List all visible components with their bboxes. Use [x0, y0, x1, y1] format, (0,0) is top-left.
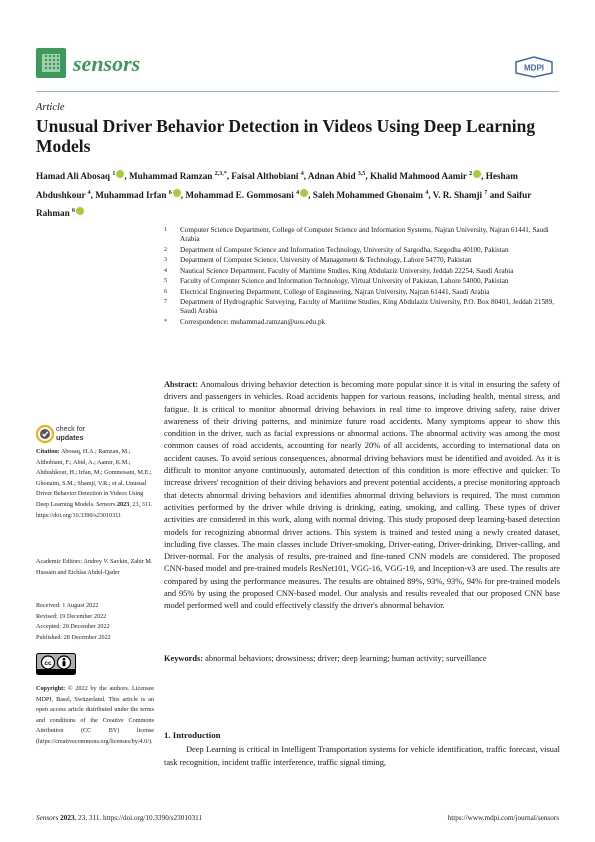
affiliation-text: Department of Computer Science, University of Management & Technology, Lahore 54770, Pakistan	[180, 256, 472, 265]
cc-by-license-icon[interactable]	[36, 653, 76, 675]
abstract	[164, 379, 560, 613]
article-title: Unusual Driver Behavior Detection in Videos Using Deep Learning Models	[36, 116, 536, 156]
author-separator: ,	[90, 189, 96, 200]
orcid-icon[interactable]	[173, 189, 181, 197]
author-list	[36, 166, 561, 222]
check-for-updates-button[interactable]	[36, 424, 116, 446]
abstract-label: Abstract:	[164, 380, 198, 389]
author-affiliation-marker: 2	[469, 171, 473, 177]
check-for-updates-line2: updates	[56, 432, 84, 442]
author-separator: ,	[365, 171, 370, 182]
author-affiliation-marker: 1	[112, 171, 116, 177]
orcid-icon[interactable]	[76, 207, 84, 215]
publication-dates	[36, 601, 154, 643]
keywords	[164, 653, 560, 665]
affiliation-number: 5	[164, 278, 167, 285]
author-name: Faisal Althobiani	[231, 171, 301, 182]
journal-name: sensors	[73, 51, 141, 76]
affiliations	[164, 226, 564, 328]
citation-block	[36, 447, 154, 521]
article-type: Article	[36, 102, 65, 113]
affiliation-number: *	[164, 318, 167, 325]
citation-text: Abosaq, H.A.; Ramzan, M.; Althobiani, F.; Abid, A.; Aamir, K.M.; Abdushkour, H.; Irfan, M.; Gommosani, M.E.; Ghonaim, S.M.; Shamji, V.R.; et al. Unusual Driver Behavior Detection in Videos Using Deep Learning Models.	[36, 448, 152, 508]
affiliation-number: 1	[164, 227, 167, 233]
author-affiliation-marker: 4	[87, 189, 91, 196]
date-published: Published: 28 December 2022	[36, 633, 111, 641]
footer-doi[interactable]: , 23, 311. https://doi.org/10.3390/s23010311	[74, 814, 203, 822]
affiliation-item	[164, 246, 564, 255]
keywords-label: Keywords:	[164, 654, 204, 663]
author-separator: ,	[481, 171, 486, 182]
author-name: Adnan Abid	[307, 171, 358, 182]
affiliation-number: 4	[164, 267, 167, 274]
affiliation-number: 2	[164, 246, 167, 253]
author-affiliation-marker: 7	[484, 189, 488, 196]
author-separator: and	[487, 189, 507, 200]
svg-text:cc: cc	[44, 660, 52, 667]
affiliation-number: 3	[164, 257, 167, 264]
author-separator: ,	[303, 171, 308, 182]
footer-journal-url[interactable]: https://www.mdpi.com/journal/sensors	[447, 814, 559, 822]
check-for-updates-icon	[36, 424, 54, 444]
journal-logo-icon	[36, 48, 66, 78]
author-name: Muhammad Irfan	[95, 189, 169, 200]
academic-editors: Academic Editors: Andrey V. Savkin, Zahir M. Hussain and Eichlas Abdel-Qader	[36, 558, 153, 576]
affiliation-item	[164, 226, 564, 244]
author-name: Saleh Mohammed Ghonaim	[312, 189, 426, 200]
publisher-name: MDPI	[524, 63, 544, 73]
citation-label: Citation:	[36, 448, 60, 455]
footer-year: 2023	[60, 814, 75, 822]
abstract-text: Anomalous driving behavior detection is becoming more popular since it is vital in ensuring the safety of drivers and passengers in vehicles. Road accidents happen for various reasons, including health, mental stress, and fatigue. It is critical to monitor abnormal driving behaviors in real time to improve driving safety, raise driver awareness of their driving patterns, and minimize future road accidents. Many symptoms appear to show this condition in the driver, such as facial expressions or abnormal actions. The abnormal activity was among the most common causes of road accidents, accounting for nearly 20% of all accidents, according to international data on accident causes. To avoid serious consequences, abnormal driving behaviors must be identified and avoided. As it is difficult to monitor anyone continuously, automated detection of this condition is more effective and quicker. To increase drivers' recognition of their driving behaviors and prevent potential accidents, a precise monitoring approach that detects abnormal driving behaviors and identifies abnormal driving behaviors is required. The most common activities performed by the driver while driving is drinking, eating, smoking, and calling. These types of driver activities are considered in this work, along with normal driving. This study proposed deep learning-based detection models for recognizing abnormal driver actions. This system is trained and tested using a newly created dataset, including five classes. The main classes include Driver-smoking, Driver-eating, Driver-drinking, Driver-calling, and Driver-normal. For the analysis of results, pre-trained and fine-tuned CNN models are considered. The proposed CNN-based model and pre-trained models ResNet101, VGG-16, VGG-19, and Inception-v3 are used. The results are compared by using the performance measures. The results are obtained 89%, 93%, 93%, 94% for pre-trained models and 95% by using the proposed CNN-based model. Our analysis and results revealed that our proposed CNN base model performed well and could effectively classify the driver's abnormal behavior.	[164, 380, 560, 611]
author-separator: ,	[124, 171, 129, 182]
copyright-notice	[36, 684, 154, 748]
author-separator: ,	[226, 171, 232, 182]
affiliation-item	[164, 288, 564, 297]
author-affiliation-marker: 4	[300, 171, 304, 177]
author-affiliation-marker: 2,3,*	[214, 171, 227, 177]
affiliation-number: 7	[164, 299, 167, 306]
author-name: Hamad Ali Abosaq	[36, 171, 113, 182]
affiliation-text: Correspondence: muhammad.ramzan@uos.edu.pk	[180, 317, 326, 326]
date-accepted: Accepted: 20 December 2022	[36, 623, 110, 631]
affiliation-text: Department of Hydrographic Surveying, Faculty of Maritime Studies, King Abdulaziz University, P.O. Box 80401, Jeddah 21589, Saudi Arabia	[180, 298, 555, 316]
footer-journal: Sensors	[36, 814, 59, 822]
introduction-text: Deep Learning is critical in Intelligent Transportation systems for vehicle identification, traffic forecast, visual task recognition, incident traffic interference, traffic signal timing,	[164, 745, 560, 767]
affiliation-item	[164, 256, 564, 265]
orcid-icon[interactable]	[473, 170, 481, 178]
affiliation-text: Nautical Science Department, Faculty of Maritime Studies, King Abdulaziz University, Jeddah 22254, Saudi Arabia	[180, 266, 514, 275]
affiliation-item	[164, 267, 564, 276]
citation-tail[interactable]: , 23, 311. https://doi.org/10.3390/s23010311	[36, 500, 153, 519]
date-revised: Revised: 19 December 2022	[36, 612, 107, 620]
citation-journal: Sensors	[96, 500, 116, 508]
citation-year: 2023	[116, 500, 130, 508]
footer-citation	[36, 814, 202, 822]
author-name: Mohammad E. Gommosani	[185, 189, 297, 200]
author-separator: ,	[308, 189, 313, 200]
affiliation-text: Electrical Engineering Department, College of Engineering, Najran University, Najran 61441, Saudi Arabia	[180, 287, 490, 296]
date-received: Received: 1 August 2022	[36, 602, 99, 609]
author-affiliation-marker: 4	[425, 189, 429, 196]
affiliation-text: Computer Science Department, College of Computer Science and Information Systems, Najran University, Najran 61441, Saudi Arabia	[180, 226, 549, 244]
author-name: Muhammad Ramzan	[128, 171, 215, 182]
keywords-text: abnormal behaviors; drowsiness; driver; deep learning; human activity; surveillance	[205, 654, 487, 663]
author-name: V. R. Shamji	[432, 189, 485, 200]
copyright-label: Copyright:	[36, 685, 66, 692]
copyright-text: © 2022 by the authors. Licensee MDPI, Basel, Switzerland. This article is an open access article distributed under the terms and conditions of the Creative Commons Attribution (CC BY) license (https://creativecommons.org/licenses/by/4.0/).	[36, 685, 154, 745]
author-separator: ,	[180, 189, 186, 200]
author-name: Khalid Mahmood Aamir	[369, 171, 470, 182]
affiliation-number: 6	[164, 288, 167, 295]
check-for-updates-line1: check for	[56, 424, 86, 433]
author-affiliation-marker: 6	[168, 189, 172, 196]
author-affiliation-marker: 4	[296, 189, 300, 196]
author-separator: ,	[428, 189, 433, 200]
author-name: Saifur Rahman	[36, 189, 532, 219]
affiliation-item	[164, 298, 564, 316]
affiliation-item	[164, 318, 564, 327]
author-name: Hesham Abdushkour	[36, 171, 518, 200]
affiliation-text: Department of Computer Science and Information Technology, University of Sargodha, Sargodha 40100, Pakistan	[180, 245, 509, 254]
affiliation-text: Faculty of Computer Science and Information Technology, Virtual University of Pakistan, Lahore 54000, Pakistan	[180, 277, 509, 286]
header-divider	[36, 91, 559, 92]
mdpi-logo-icon	[514, 56, 554, 78]
author-affiliation-marker: 6	[72, 208, 75, 215]
affiliation-item	[164, 277, 564, 286]
orcid-icon[interactable]	[300, 189, 308, 197]
author-affiliation-marker: 3,5	[357, 171, 366, 177]
section-heading-introduction: 1. Introduction	[164, 730, 221, 740]
